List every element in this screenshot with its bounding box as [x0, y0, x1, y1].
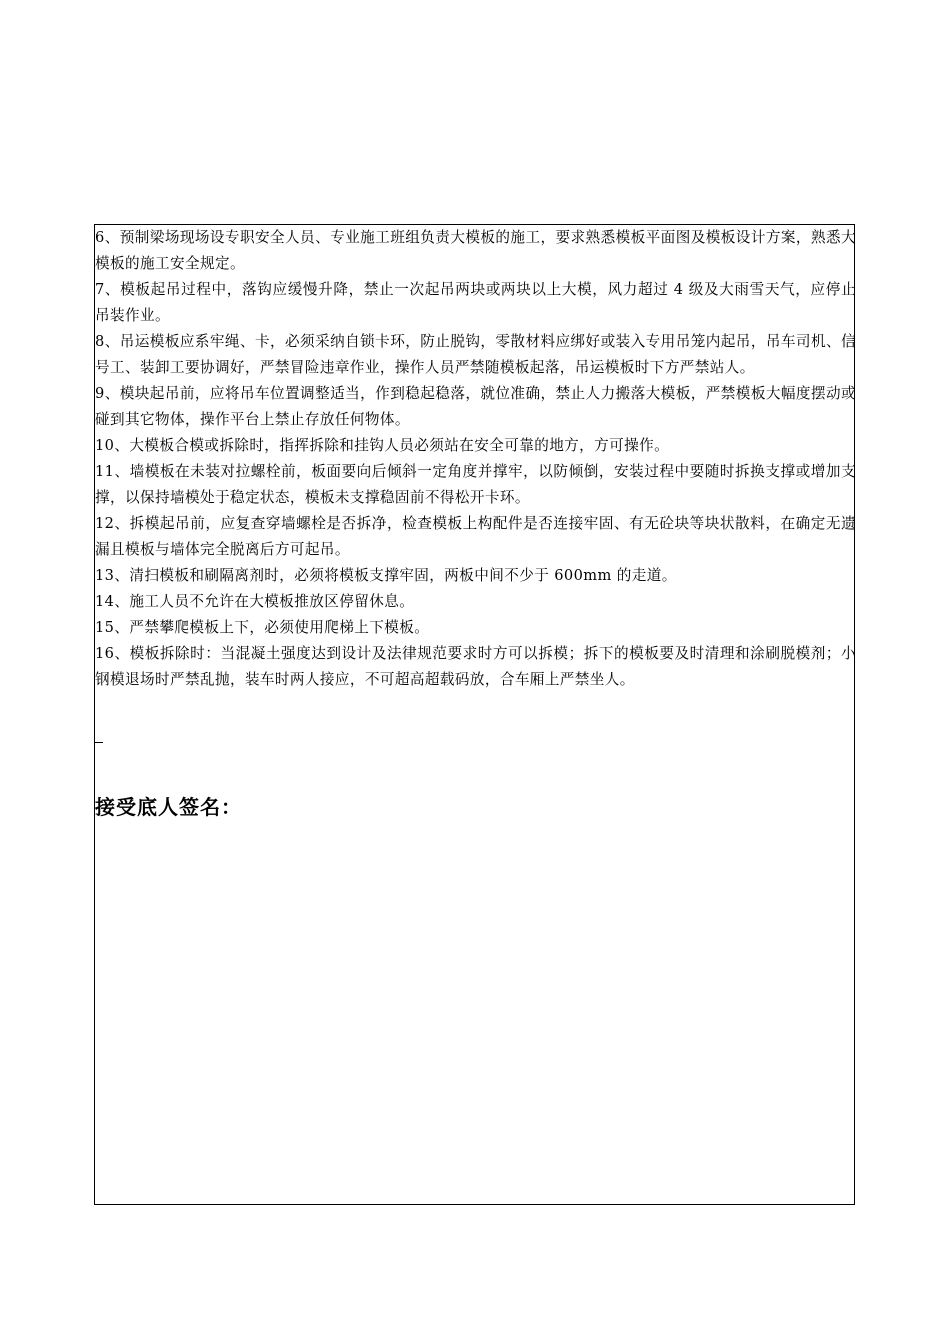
safety-rules-list — [95, 225, 856, 693]
rule-item-16: 16、模板拆除时：当混凝土强度达到设计及法律规范要求时方可以拆模；拆下的模板要及时清理和涂刷脱模剂；小钢模退场时严禁乱抛，装车时两人接应，不可超高超载码放，合车厢上严禁坐人。 — [95, 645, 856, 688]
signature-label: 接受底人签名： — [95, 795, 242, 819]
rule-item-9: 9、模块起吊前，应将吊车位置调整适当，作到稳起稳落，就位准确，禁止人力搬落大模板，严禁模板大幅度摆动或碰到其它物体，操作平台上禁止存放任何物体。 — [95, 385, 856, 428]
rule-item-14: 14、施工人员不允许在大模板推放区停留休息。 — [95, 593, 415, 610]
line-marker — [95, 742, 103, 743]
rule-item-10: 10、大模板合模或拆除时，指挥拆除和挂钩人员必须站在安全可靠的地方，方可操作。 — [95, 437, 670, 454]
rule-item-11: 11、墙模板在未装对拉螺栓前，板面要向后倾斜一定角度并撑牢，以防倾倒，安装过程中要随时拆换支撑或增加支撑，以保持墙模处于稳定状态，模板未支撑稳固前不得松开卡环。 — [95, 463, 856, 506]
document-frame — [94, 224, 855, 1205]
rule-item-6: 6、预制梁场现场设专职安全人员、专业施工班组负责大模板的施工，要求熟悉模板平面图及模板设计方案，熟悉大模板的施工安全规定。 — [95, 229, 856, 272]
rule-item-8: 8、吊运模板应系牢绳、卡，必须采纳自锁卡环，防止脱钩，零散材料应绑好或装入专用吊笼内起吊，吊车司机、信号工、装卸工要协调好，严禁冒险违章作业，操作人员严禁随模板起落，吊运模板时下方严禁站人。 — [95, 333, 856, 376]
rule-item-13: 13、清扫模板和刷隔离剂时，必须将模板支撑牢固，两板中间不少于 600mm 的走道。 — [95, 567, 677, 584]
rule-item-7: 7、模板起吊过程中，落钩应缓慢升降，禁止一次起吊两块或两块以上大模，风力超过 4 级及大雨雪天气，应停止吊装作业。 — [95, 281, 856, 324]
rule-item-12: 12、拆模起吊前，应复查穿墙螺栓是否拆净，检查模板上构配件是否连接牢固、有无砼块等块状散料，在确定无遗漏且模板与墙体完全脱离后方可起吊。 — [95, 515, 856, 558]
rule-item-15: 15、严禁攀爬模板上下，必须使用爬梯上下模板。 — [95, 619, 430, 636]
